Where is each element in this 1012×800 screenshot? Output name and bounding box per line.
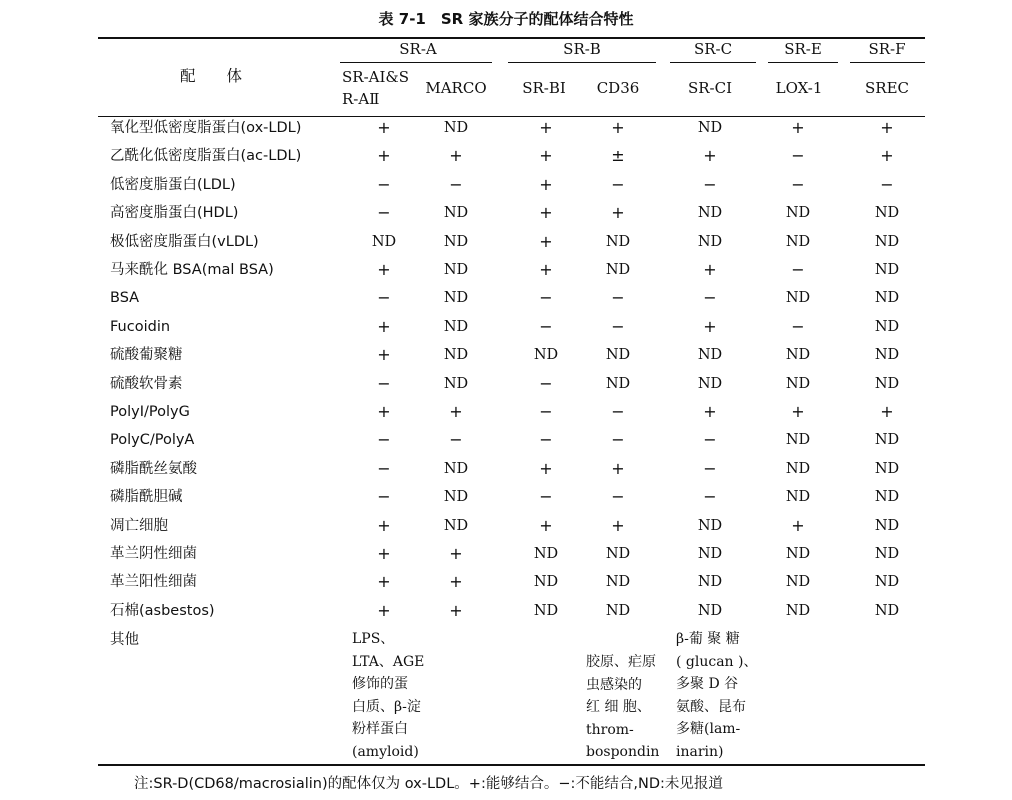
other-cell-line: LPS、 bbox=[352, 631, 395, 647]
table-cell: ND bbox=[785, 375, 811, 392]
table-cell: + bbox=[611, 203, 625, 223]
group-header-src: SR-C bbox=[693, 40, 733, 58]
group-rule-srf bbox=[850, 62, 925, 63]
table-cell: ND bbox=[697, 546, 723, 562]
row-label: 磷脂酰胆碱 bbox=[110, 489, 183, 506]
group-rule-sra bbox=[340, 62, 492, 63]
table-cell: ND bbox=[605, 347, 631, 364]
table-cell: + bbox=[791, 118, 805, 137]
group-header-sra: SR-A bbox=[399, 40, 437, 58]
other-cell-line: LTA、AGE bbox=[352, 653, 425, 670]
group-header-srb: SR-B bbox=[563, 40, 601, 58]
table-cell: ND bbox=[443, 120, 469, 136]
other-cell-line: 多糖(lam- bbox=[676, 721, 741, 737]
table-cell: ND bbox=[605, 233, 631, 250]
table-cell: − bbox=[539, 487, 553, 507]
table-cell: ND bbox=[697, 517, 723, 534]
table-cell: + bbox=[449, 572, 463, 592]
table-cell: ND bbox=[605, 546, 631, 562]
table-cell: ND bbox=[697, 120, 723, 136]
table-cell: − bbox=[703, 487, 717, 507]
table-cell: − bbox=[791, 316, 805, 336]
group-rule-srb bbox=[508, 62, 656, 63]
table-cell: ND bbox=[874, 233, 900, 250]
table-cell: + bbox=[539, 231, 553, 251]
table-cell: + bbox=[377, 316, 391, 336]
table-cell: ND bbox=[785, 205, 811, 222]
table-cell: + bbox=[539, 515, 553, 535]
table-cell: ND bbox=[443, 205, 469, 222]
table-cell: − bbox=[880, 174, 894, 194]
table-cell: ND bbox=[697, 347, 723, 364]
table-cell: ND bbox=[874, 489, 900, 506]
table-cell: ND bbox=[605, 262, 631, 278]
group-header-sre: SR-E bbox=[784, 40, 822, 58]
table-cell: + bbox=[703, 316, 717, 336]
row-label: Fucoidin bbox=[110, 318, 171, 335]
table-cell: − bbox=[377, 203, 391, 223]
table-cell: + bbox=[539, 260, 553, 279]
row-label: 石棉(asbestos) bbox=[110, 602, 215, 619]
table-cell: − bbox=[611, 316, 625, 336]
table-cell: ND bbox=[697, 375, 723, 392]
table-cell: − bbox=[791, 260, 805, 279]
table-cell: + bbox=[449, 600, 463, 620]
table-cell: − bbox=[611, 430, 625, 450]
table-cell: + bbox=[880, 118, 894, 137]
row-label: PolyI/PolyG bbox=[110, 404, 190, 420]
table-cell: + bbox=[703, 260, 717, 279]
table-cell: − bbox=[539, 430, 553, 450]
table-cell: + bbox=[611, 458, 625, 478]
table-note: 注:SR-D(CD68/macrosialin)的配体仅为 ox-LDL。+:能够结合。−:不能结合,ND:未见报道 bbox=[134, 776, 723, 792]
subcolumn-header-srci: SR-CI bbox=[687, 79, 733, 97]
table-cell: ND bbox=[785, 489, 811, 506]
table-cell: ND bbox=[443, 517, 469, 534]
table-cell: − bbox=[611, 402, 625, 421]
table-cell: − bbox=[791, 174, 805, 194]
row-label: 凋亡细胞 bbox=[110, 517, 168, 534]
table-cell: ND bbox=[874, 375, 900, 392]
other-cell-line: bospondin bbox=[586, 744, 660, 760]
row-label: 低密度脂蛋白(LDL) bbox=[110, 176, 236, 193]
other-row-label: 其他 bbox=[110, 632, 139, 648]
table-cell: ND bbox=[697, 205, 723, 222]
other-cell-line: 修饰的蛋 bbox=[352, 676, 408, 692]
table-cell: + bbox=[611, 515, 625, 535]
table-cell: + bbox=[377, 402, 391, 421]
table-cell: ND bbox=[443, 460, 469, 477]
row-label: 马来酰化 BSA(mal BSA) bbox=[110, 262, 274, 278]
table-cell: − bbox=[377, 487, 391, 507]
table-cell: − bbox=[611, 487, 625, 507]
table-cell: + bbox=[703, 146, 717, 166]
table-cell: + bbox=[449, 146, 463, 166]
table-cell: + bbox=[539, 458, 553, 478]
table-cell: + bbox=[611, 118, 625, 137]
table-cell: ND bbox=[605, 574, 631, 591]
group-rule-sre bbox=[768, 62, 838, 63]
other-cell-line: 氨酸、昆布 bbox=[676, 698, 746, 715]
table-cell: ND bbox=[443, 290, 469, 307]
table-cell: ND bbox=[443, 233, 469, 250]
table-cell: − bbox=[703, 174, 717, 194]
table-cell: ND bbox=[371, 233, 397, 250]
table-cell: + bbox=[791, 402, 805, 421]
table-cell: ND bbox=[785, 602, 811, 619]
row-label: 磷脂酰丝氨酸 bbox=[110, 460, 197, 477]
row-label: 硫酸葡聚糖 bbox=[110, 347, 183, 364]
other-cell-line: 多聚 D 谷 bbox=[676, 676, 739, 692]
table-cell: − bbox=[539, 402, 553, 421]
table-cell: + bbox=[449, 402, 463, 421]
table-cell: + bbox=[880, 402, 894, 421]
table-cell: − bbox=[703, 430, 717, 450]
other-cell-line: (amyloid) bbox=[352, 743, 419, 760]
table-cell: ND bbox=[533, 602, 559, 619]
table-cell: − bbox=[539, 316, 553, 336]
group-header-srf: SR-F bbox=[868, 40, 906, 58]
table-cell: ND bbox=[443, 489, 469, 506]
row-label: 乙酰化低密度脂蛋白(ac-LDL) bbox=[110, 148, 302, 165]
other-cell-line: ( glucan )、 bbox=[676, 653, 758, 670]
table-cell: ND bbox=[874, 290, 900, 307]
group-rule-src bbox=[670, 62, 756, 63]
other-cell-line: 粉样蛋白 bbox=[352, 721, 408, 737]
header-rule bbox=[98, 116, 925, 117]
table-cell: − bbox=[791, 146, 805, 166]
other-src-cell bbox=[676, 628, 757, 763]
table-cell: − bbox=[377, 288, 391, 308]
table-cell: ND bbox=[697, 233, 723, 250]
table-cell: + bbox=[377, 345, 391, 365]
table-title: 表 7-1 SR 家族分子的配体结合特性 bbox=[378, 10, 634, 28]
table-cell: ND bbox=[785, 347, 811, 364]
table-cell: − bbox=[703, 458, 717, 478]
table-cell: + bbox=[377, 118, 391, 137]
subcolumn-header-lox1: LOX-1 bbox=[775, 79, 823, 97]
table-cell: ND bbox=[785, 460, 811, 477]
other-cell-line: β-葡 聚 糖 bbox=[676, 631, 740, 647]
other-cell-line: inarin) bbox=[676, 743, 724, 760]
bottom-rule bbox=[98, 764, 925, 766]
table-cell: − bbox=[377, 373, 391, 393]
table-cell: ND bbox=[443, 375, 469, 392]
table-cell: ND bbox=[443, 318, 469, 335]
table-cell: ND bbox=[785, 432, 811, 449]
table-cell: ND bbox=[605, 375, 631, 392]
row-label: 氧化型低密度脂蛋白(ox-LDL) bbox=[110, 120, 302, 136]
other-cell-line: 白质、β-淀 bbox=[352, 698, 421, 715]
other-cell-line: 红 细 胞、 bbox=[586, 699, 651, 715]
table-cell: + bbox=[377, 146, 391, 166]
row-label: BSA bbox=[110, 290, 140, 307]
table-cell: + bbox=[377, 260, 391, 279]
table-cell: + bbox=[539, 146, 553, 166]
other-cell-line: 虫感染的 bbox=[586, 676, 642, 693]
table-cell: − bbox=[539, 373, 553, 393]
table-cell: ND bbox=[874, 432, 900, 449]
table-cell: − bbox=[703, 288, 717, 308]
table-cell: ND bbox=[874, 546, 900, 562]
table-cell: ND bbox=[443, 347, 469, 364]
row-label: PolyC/PolyA bbox=[110, 432, 195, 449]
table-cell: + bbox=[791, 515, 805, 535]
other-cell-line: 胶原、疟原 bbox=[586, 654, 656, 670]
table-cell: ND bbox=[443, 262, 469, 278]
table-cell: + bbox=[449, 544, 463, 563]
row-label: 革兰阳性细菌 bbox=[110, 574, 197, 591]
header-corner: 配 体 bbox=[180, 67, 243, 85]
table-cell: ND bbox=[697, 602, 723, 619]
subcolumn-header-srb1: SR-BⅠ bbox=[522, 79, 566, 97]
table-cell: − bbox=[539, 288, 553, 308]
other-sra-cell bbox=[352, 628, 424, 763]
table-cell: + bbox=[880, 146, 894, 166]
row-label: 高密度脂蛋白(HDL) bbox=[110, 205, 239, 222]
row-label: 极低密度脂蛋白(vLDL) bbox=[110, 233, 259, 250]
table-cell: − bbox=[449, 430, 463, 450]
other-cell-line: throm- bbox=[586, 721, 634, 738]
table-cell: ND bbox=[533, 574, 559, 591]
subcolumn-header-srec: SREC bbox=[865, 79, 909, 97]
table-cell: ND bbox=[874, 262, 900, 278]
table-cell: ND bbox=[785, 574, 811, 591]
table-cell: ND bbox=[874, 517, 900, 534]
table-cell: − bbox=[377, 174, 391, 194]
table-cell: ND bbox=[605, 602, 631, 619]
subcolumn-header-marco: MARCO bbox=[425, 79, 487, 97]
table-cell: − bbox=[611, 174, 625, 194]
table-cell: − bbox=[611, 288, 625, 308]
subcolumn-header-sra12: SR-AⅠ&SR-AⅡ bbox=[342, 68, 410, 108]
table-cell: + bbox=[377, 515, 391, 535]
table-cell: + bbox=[539, 118, 553, 137]
row-label: 革兰阴性细菌 bbox=[110, 546, 197, 562]
table-cell: + bbox=[539, 174, 553, 194]
table-cell: − bbox=[377, 430, 391, 450]
table-cell: + bbox=[377, 544, 391, 563]
table-cell: ND bbox=[697, 574, 723, 591]
table-cell: + bbox=[377, 572, 391, 592]
table-cell: ND bbox=[874, 205, 900, 222]
table-cell: ND bbox=[874, 347, 900, 364]
table-cell: ND bbox=[874, 460, 900, 477]
row-label: 硫酸软骨素 bbox=[110, 375, 183, 392]
table-cell: ± bbox=[611, 146, 625, 166]
table-cell: + bbox=[703, 402, 717, 421]
table-cell: + bbox=[539, 203, 553, 223]
table-cell: ND bbox=[533, 347, 559, 364]
other-cd36-cell bbox=[586, 651, 659, 764]
table-cell: ND bbox=[874, 318, 900, 335]
table-cell: ND bbox=[785, 233, 811, 250]
table-cell: ND bbox=[785, 546, 811, 562]
table-cell: ND bbox=[874, 574, 900, 591]
table-cell: − bbox=[449, 174, 463, 194]
table-cell: ND bbox=[785, 290, 811, 307]
subcolumn-header-cd36: CD36 bbox=[596, 79, 640, 97]
table-cell: ND bbox=[533, 546, 559, 562]
table-cell: + bbox=[377, 600, 391, 620]
table-cell: − bbox=[377, 458, 391, 478]
table-cell: ND bbox=[874, 602, 900, 619]
